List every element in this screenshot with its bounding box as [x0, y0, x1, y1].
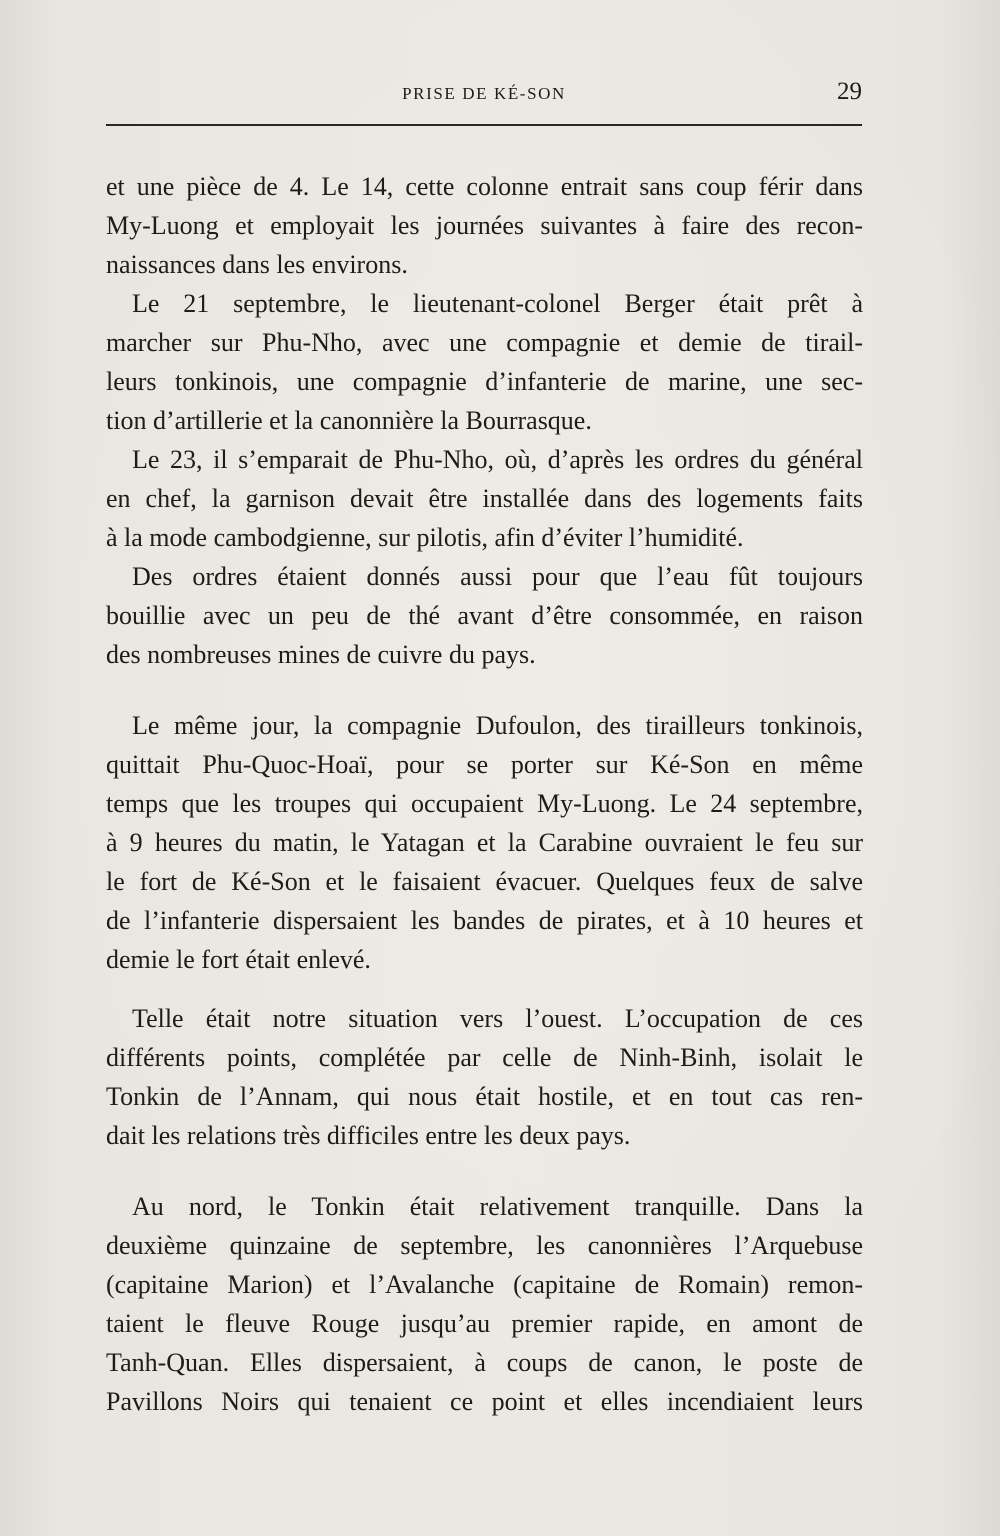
text-line: à la mode cambodgienne, sur pilotis, afin d’éviter l’humidité. — [106, 523, 744, 552]
page-number: 29 — [837, 78, 862, 105]
header-rule — [106, 124, 862, 126]
text-line: des nombreuses mines de cuivre du pays. — [106, 640, 536, 669]
text-line: temps que les troupes qui occupaient My-Luong. Le 24 septembre, — [106, 789, 863, 818]
paragraph-gap — [106, 1155, 863, 1187]
text-line: My-Luong et employait les journées suivantes à faire des recon- — [106, 211, 863, 240]
text-line: Le même jour, la compagnie Dufoulon, des tirailleurs tonkinois, — [132, 711, 863, 740]
text-line: Au nord, le Tonkin était relativement tranquille. Dans la — [132, 1192, 863, 1221]
text-line: de l’infanterie dispersaient les bandes de pirates, et à 10 heures et — [106, 906, 863, 935]
text-line: Tanh-Quan. Elles dispersaient, à coups de canon, le poste de — [106, 1348, 863, 1377]
text-line: en chef, la garnison devait être installée dans des logements faits — [106, 484, 863, 513]
text-line: tion d’artillerie et la canonnière la Bourrasque. — [106, 406, 592, 435]
running-head — [106, 78, 862, 112]
text-line: le fort de Ké-Son et le faisaient évacuer. Quelques feux de salve — [106, 867, 863, 896]
text-line: taient le fleuve Rouge jusqu’au premier rapide, en amont de — [106, 1309, 863, 1338]
text-line: naissances dans les environs. — [106, 250, 408, 279]
text-line: Pavillons Noirs qui tenaient ce point et elles incendiaient leurs — [106, 1387, 863, 1416]
text-line: et une pièce de 4. Le 14, cette colonne entrait sans coup férir dans — [106, 172, 863, 201]
text-line: demie le fort était enlevé. — [106, 945, 371, 974]
text-line: leurs tonkinois, une compagnie d’infanterie de marine, une sec- — [106, 367, 863, 396]
text-line: deuxième quinzaine de septembre, les canonnières l’Arquebuse — [106, 1231, 863, 1260]
running-title: PRISE DE KÉ-SON — [402, 84, 566, 103]
text-line: marcher sur Phu-Nho, avec une compagnie et demie de tirail- — [106, 328, 863, 357]
text-line: Telle était notre situation vers l’ouest. L’occupation de ces — [132, 1004, 863, 1033]
text-line: différents points, complétée par celle de Ninh-Binh, isolait le — [106, 1043, 863, 1072]
text-line: Le 23, il s’emparait de Phu-Nho, où, d’après les ordres du général — [132, 445, 863, 474]
text-line: (capitaine Marion) et l’Avalanche (capitaine de Romain) remon- — [106, 1270, 863, 1299]
text-line: Tonkin de l’Annam, qui nous était hostile, et en tout cas ren- — [106, 1082, 863, 1111]
paragraph-gap — [106, 979, 863, 999]
text-line: quittait Phu-Quoc-Hoaï, pour se porter sur Ké-Son en même — [106, 750, 863, 779]
text-line: Le 21 septembre, le lieutenant-colonel Berger était prêt à — [132, 289, 863, 318]
paragraph-gap — [106, 674, 863, 706]
text-line: dait les relations très difficiles entre les deux pays. — [106, 1121, 631, 1150]
text-line: Des ordres étaient donnés aussi pour que l’eau fût toujours — [132, 562, 863, 591]
text-line: à 9 heures du matin, le Yatagan et la Carabine ouvraient le feu sur — [106, 828, 863, 857]
text-line: bouillie avec un peu de thé avant d’être consommée, en raison — [106, 601, 863, 630]
body-text — [106, 167, 863, 1421]
